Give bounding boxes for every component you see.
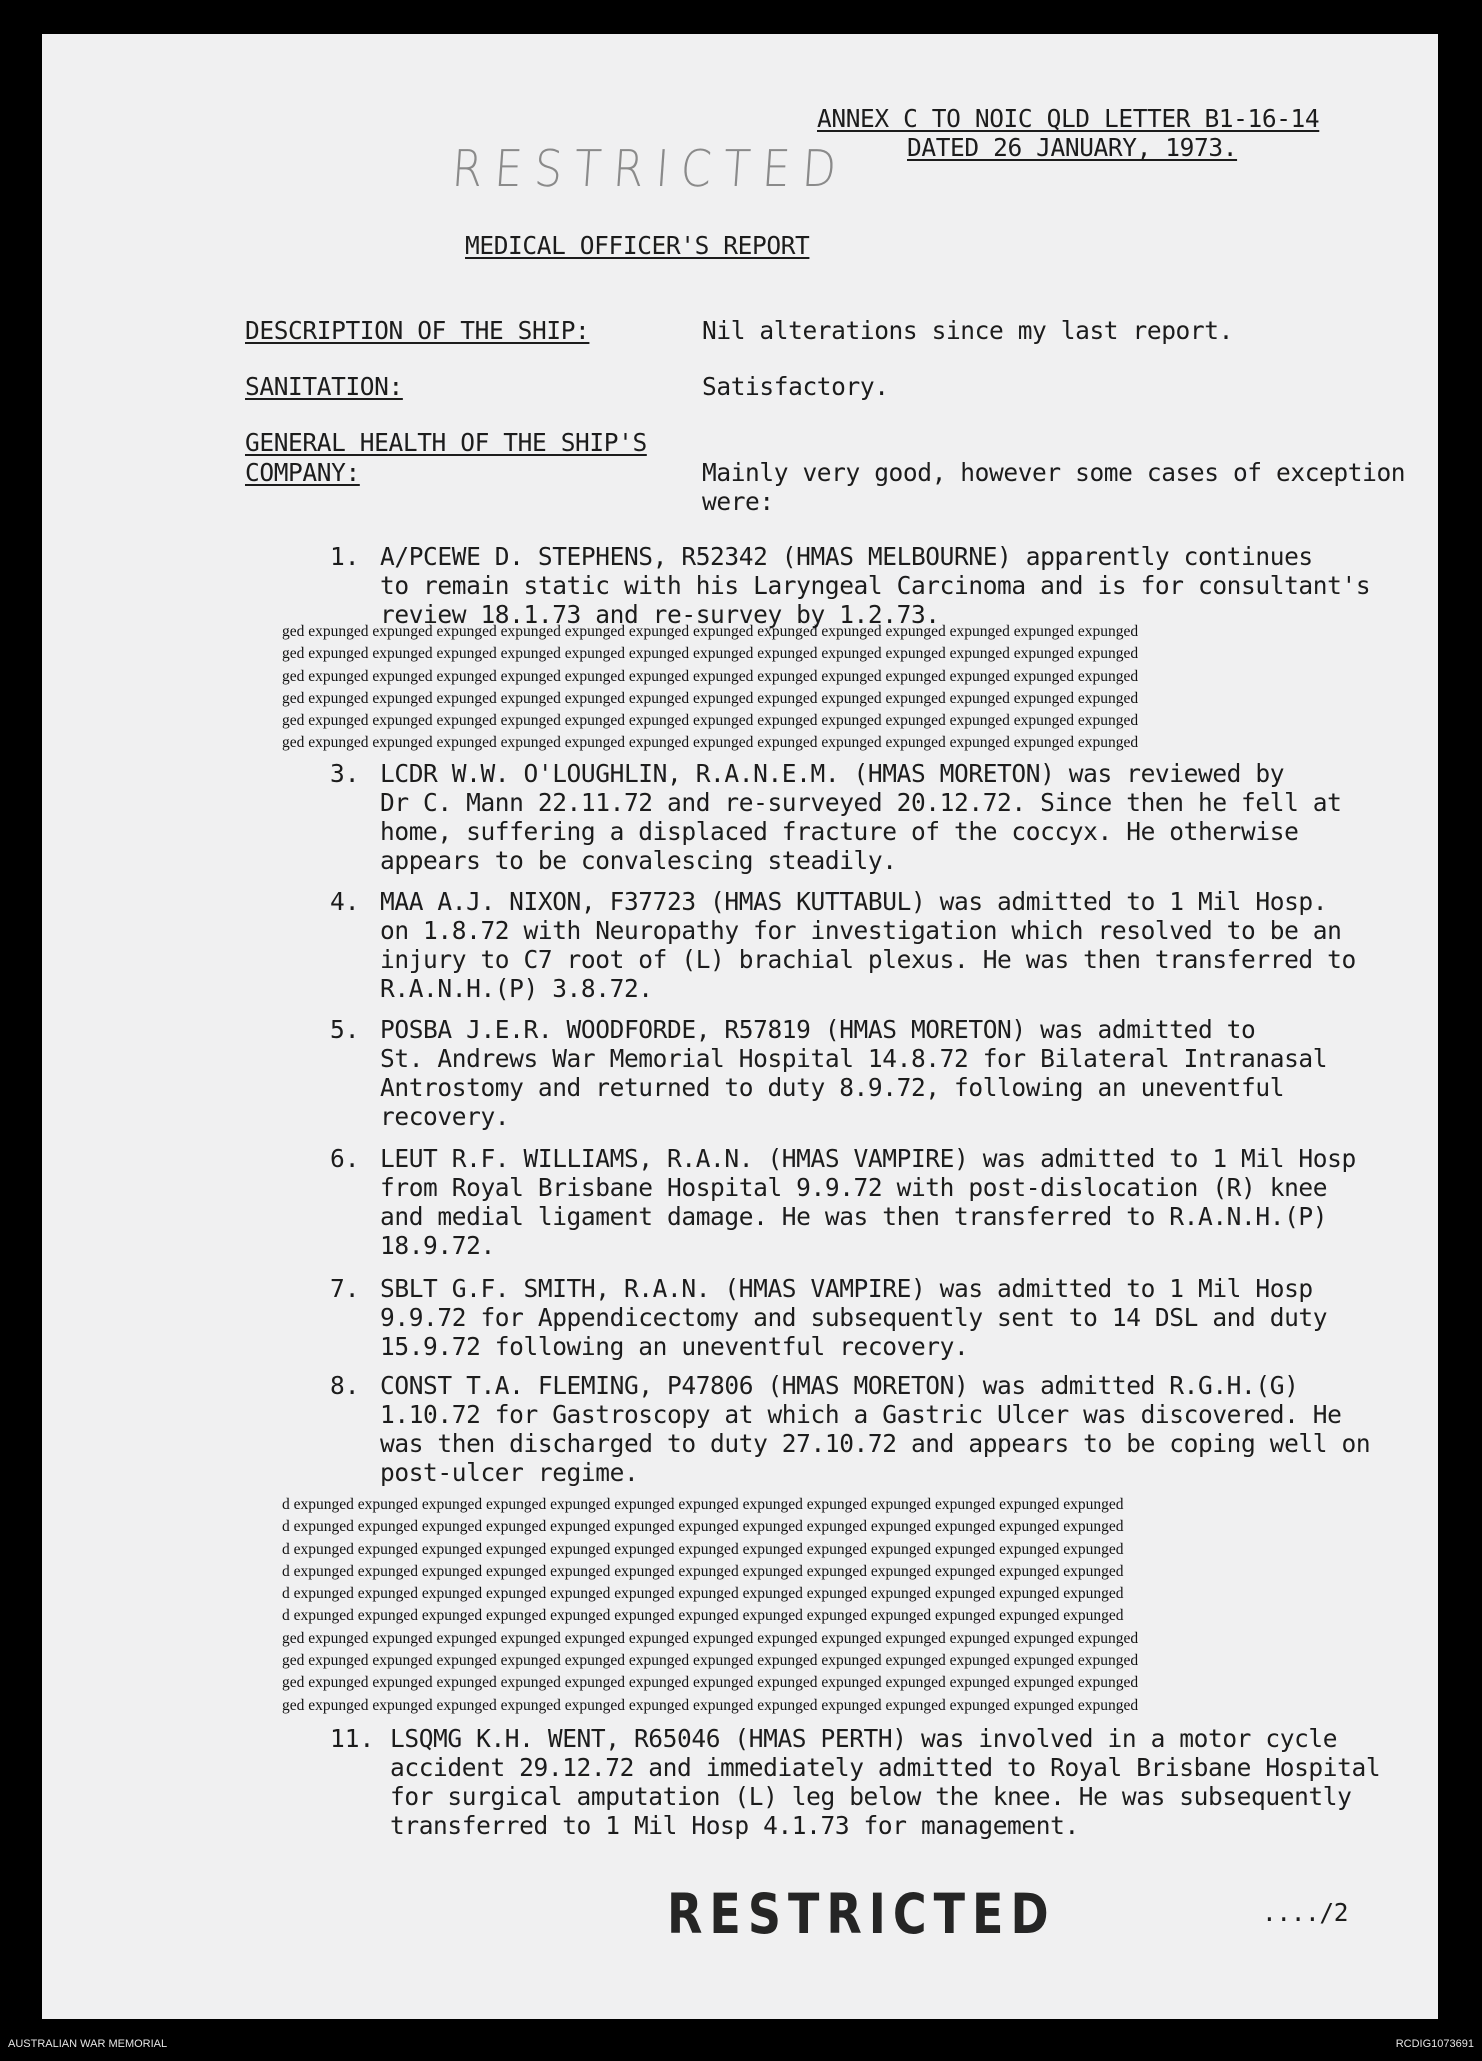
section-value-description: Nil alterations since my last report. [702,316,1233,345]
footer-archive-name: AUSTRALIAN WAR MEMORIAL [8,2038,168,2050]
restricted-stamp-top: RESTRICTED [449,140,851,199]
redaction-line: ged expunged expunged expunged expunged expunged expunged expunged expunged expunged expunged expunged expunged expunged [282,1629,1139,1647]
section-value-general-health-line1: Mainly very good, however some cases of exception [702,458,1406,487]
redaction-line: d expunged expunged expunged expunged expunged expunged expunged expunged expunged expunged expunged expunged expunged [282,1496,1124,1513]
item-text: LCDR W.W. O'LOUGHLIN, R.A.N.E.M. (HMAS MORETON) was reviewed by Dr C. Mann 22.11.72 and re-surveyed 20.12.72. Since then he fell at home, suffering a displaced fracture of the coccyx. He otherwise appears to be convalescing steadily. [380,759,1342,875]
footer-record-id: RCDIG1073691 [1395,2038,1474,2050]
item-text: POSBA J.E.R. WOODFORDE, R57819 (HMAS MORETON) was admitted to St. Andrews War Memorial Hospital 14.8.72 for Bilateral Intranasal Antrostomy and returned to duty 8.9.72, following an uneventful recovery. [380,1015,1328,1131]
annex-reference: ANNEX C TO NOIC QLD LETTER B1-16-14 [817,104,1320,133]
redaction-line: d expunged expunged expunged expunged expunged expunged expunged expunged expunged expunged expunged expunged expunged [282,1562,1124,1580]
report-title: MEDICAL OFFICER'S REPORT [465,231,810,260]
item-number: 4. [330,887,360,916]
redaction-line: ged expunged expunged expunged expunged expunged expunged expunged expunged expunged expunged expunged expunged expunged [282,645,1139,663]
redaction-line: d expunged expunged expunged expunged expunged expunged expunged expunged expunged expunged expunged expunged expunged [282,1607,1124,1625]
section-label-description: DESCRIPTION OF THE SHIP: [245,316,590,345]
item-number: 6. [330,1144,360,1173]
redaction-line: ged expunged expunged expunged expunged expunged expunged expunged expunged expunged expunged expunged expunged expunged [282,689,1139,707]
item-text: LSQMG K.H. WENT, R65046 (HMAS PERTH) was involved in a motor cycle accident 29.12.72 and immediately admitted to Royal Brisbane Hospital for surgical amputation (L) leg below the knee. He was subsequently transferred to 1 Mil Hosp 4.1.73 for management. [390,1724,1381,1840]
item-number: 1. [330,542,360,571]
redaction-line: ged expunged expunged expunged expunged expunged expunged expunged expunged expunged expunged expunged expunged expunged [282,1696,1139,1714]
item-text: CONST T.A. FLEMING, P47806 (HMAS MORETON) was admitted R.G.H.(G) 1.10.72 for Gastroscopy at which a Gastric Ulcer was discovered. He was then discharged to duty 27.10.72 and appears to be coping well on post-ulcer regime. [380,1371,1371,1487]
redaction-line: ged expunged expunged expunged expunged expunged expunged expunged expunged expunged expunged expunged expunged expunged [282,667,1139,685]
section-value-general-health-line2: were: [702,487,774,516]
redaction-block [282,621,1340,752]
item-number: 8. [330,1371,360,1400]
section-label-sanitation: SANITATION: [245,372,403,401]
item-number: 5. [330,1015,360,1044]
letter-date: DATED 26 JANUARY, 1973. [907,133,1238,162]
item-text: SBLT G.F. SMITH, R.A.N. (HMAS VAMPIRE) was admitted to 1 Mil Hosp 9.9.72 for Appendicectomy and subsequently sent to 14 DSL and duty 15.9.72 following an uneventful recovery. [380,1274,1328,1361]
item-number: 3. [330,759,360,788]
document-page [42,34,1438,2019]
item-text: A/PCEWE D. STEPHENS, R52342 (HMAS MELBOURNE) apparently continues to remain static with his Laryngeal Carcinoma and is for consultant's review 18.1.73 and re-survey by 1.2.73. [380,542,1371,629]
redaction-line: ged expunged expunged expunged expunged expunged expunged expunged expunged expunged expunged expunged expunged expunged [282,734,1139,752]
redaction-line: ged expunged expunged expunged expunged expunged expunged expunged expunged expunged expunged expunged expunged expunged [282,712,1139,730]
item-number: 7. [330,1274,360,1303]
redaction-line: ged expunged expunged expunged expunged expunged expunged expunged expunged expunged expunged expunged expunged expunged [282,1652,1139,1670]
section-label-general-health-line1: GENERAL HEALTH OF THE SHIP'S [245,428,647,457]
redaction-block [282,1494,1340,1714]
restricted-stamp-bottom: RESTRICTED [667,1881,1056,1947]
item-text: MAA A.J. NIXON, F37723 (HMAS KUTTABUL) was admitted to 1 Mil Hosp. on 1.8.72 with Neuropathy for investigation which resolved to be an injury to C7 root of (L) brachial plexus. He was then transferred to R.A.N.H.(P) 3.8.72. [380,887,1356,1003]
item-text: LEUT R.F. WILLIAMS, R.A.N. (HMAS VAMPIRE) was admitted to 1 Mil Hosp from Royal Brisbane Hospital 9.9.72 with post-dislocation (R) knee and medial ligament damage. He was then transferred to R.A.N.H.(P) 18.9.72. [380,1144,1356,1260]
redaction-line: ged expunged expunged expunged expunged expunged expunged expunged expunged expunged expunged expunged expunged expunged [282,1674,1139,1692]
page-number: ..../2 [1262,1898,1349,1927]
item-number: 11. [330,1724,375,1753]
redaction-line: d expunged expunged expunged expunged expunged expunged expunged expunged expunged expunged expunged expunged expunged [282,1540,1124,1558]
redaction-line: ged expunged expunged expunged expunged expunged expunged expunged expunged expunged expunged expunged expunged expunged [282,623,1139,640]
section-value-sanitation: Satisfactory. [702,372,889,401]
redaction-line: d expunged expunged expunged expunged expunged expunged expunged expunged expunged expunged expunged expunged expunged [282,1585,1124,1603]
section-label-general-health-line2: COMPANY: [245,458,360,487]
redaction-line: d expunged expunged expunged expunged expunged expunged expunged expunged expunged expunged expunged expunged expunged [282,1518,1124,1536]
